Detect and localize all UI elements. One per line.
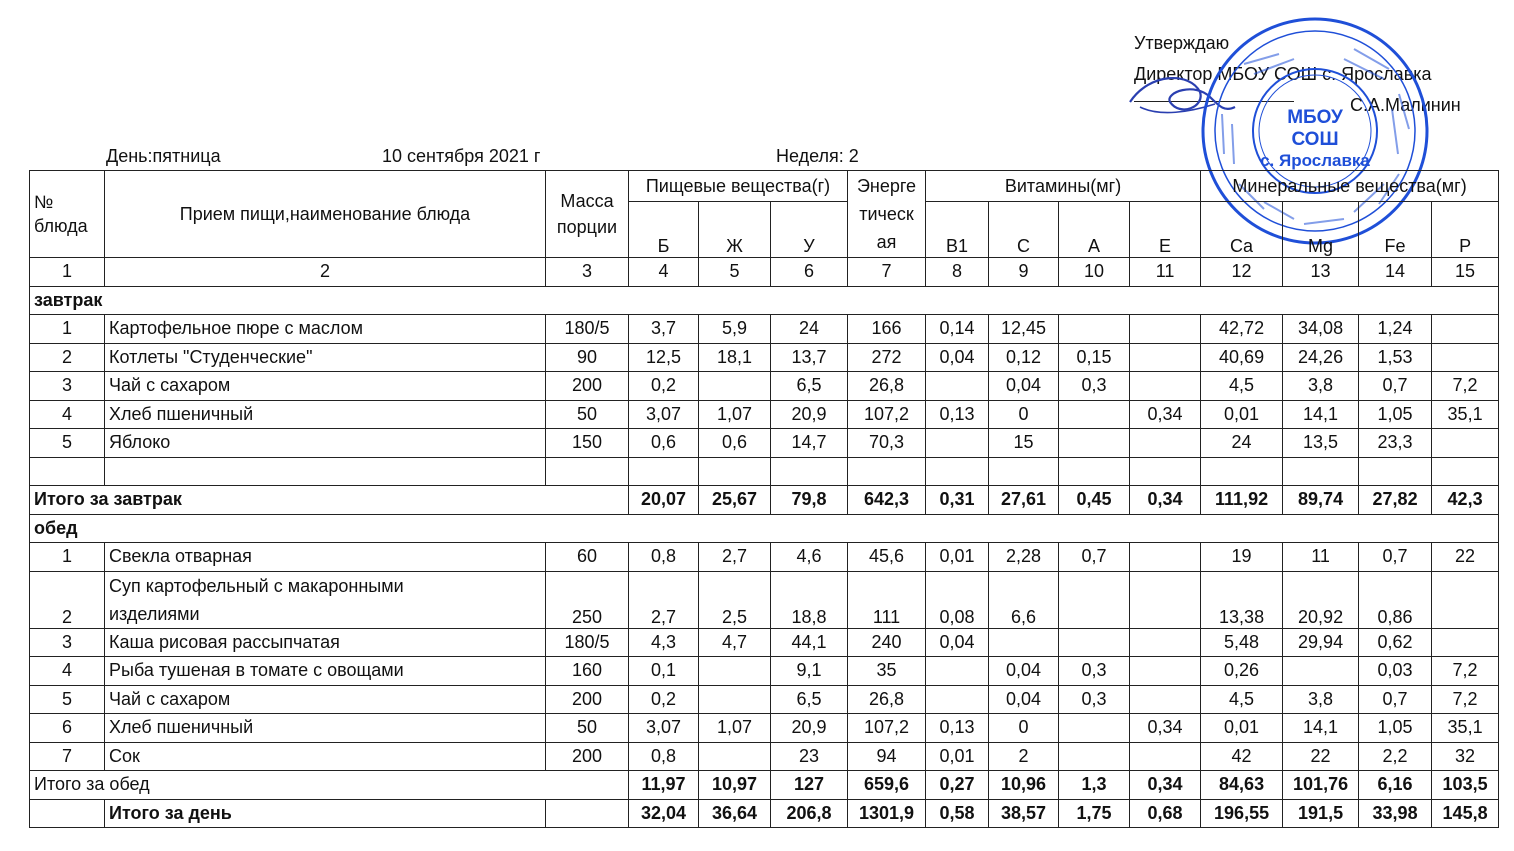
table-cell: 24,26 xyxy=(1283,343,1359,372)
table-cell: 0,34 xyxy=(1130,400,1201,429)
col-subheader: Б xyxy=(629,202,699,258)
total-value: 84,63 xyxy=(1201,771,1283,800)
col-header-energy: Энерге тическ ая xyxy=(848,171,926,258)
col-subheader: Fe xyxy=(1359,202,1432,258)
table-cell: 13,5 xyxy=(1283,429,1359,458)
table-cell: 107,2 xyxy=(848,400,926,429)
col-subheader: E xyxy=(1130,202,1201,258)
total-value: 0,45 xyxy=(1059,486,1130,515)
table-cell: 180/5 xyxy=(546,315,629,344)
total-value: 659,6 xyxy=(848,771,926,800)
section-breakfast: завтрак xyxy=(30,286,1499,315)
table-cell xyxy=(926,372,989,401)
col-number: 1 xyxy=(30,258,105,287)
total-row xyxy=(30,486,1499,515)
total-label: Итого за завтрак xyxy=(30,486,629,515)
table-cell: 6,5 xyxy=(771,685,848,714)
total-value: 1301,9 xyxy=(848,799,926,828)
total-row xyxy=(30,771,1499,800)
table-cell: 12,5 xyxy=(629,343,699,372)
table-cell: 26,8 xyxy=(848,685,926,714)
table-cell: 4,7 xyxy=(699,628,771,657)
table-cell: 0,7 xyxy=(1359,372,1432,401)
table-cell: 0,15 xyxy=(1059,343,1130,372)
table-cell: 250 xyxy=(546,571,629,628)
dish-number: 2 xyxy=(30,343,105,372)
dish-name: Яблоко xyxy=(105,429,546,458)
table-cell: 0,03 xyxy=(1359,657,1432,686)
table-cell xyxy=(1059,571,1130,628)
table-cell: 50 xyxy=(546,714,629,743)
total-value: 206,8 xyxy=(771,799,848,828)
col-subheader: Ж xyxy=(699,202,771,258)
dish-number: 5 xyxy=(30,685,105,714)
dish-number: 1 xyxy=(30,543,105,572)
dish-name: Свекла отварная xyxy=(105,543,546,572)
table-cell xyxy=(1201,457,1283,486)
col-subheader: Mg xyxy=(1283,202,1359,258)
table-cell xyxy=(1283,457,1359,486)
dish-name: Каша рисовая рассыпчатая xyxy=(105,628,546,657)
table-cell: 35,1 xyxy=(1432,714,1499,743)
col-number: 10 xyxy=(1059,258,1130,287)
stamp-text-2: СОШ xyxy=(1291,129,1339,150)
dish-name: Сок xyxy=(105,742,546,771)
total-value: 0,34 xyxy=(1130,486,1201,515)
dish-number: 5 xyxy=(30,429,105,458)
table-cell: 200 xyxy=(546,742,629,771)
total-value: 196,55 xyxy=(1201,799,1283,828)
table-cell xyxy=(1130,315,1201,344)
table-row xyxy=(30,628,1499,657)
dish-name: Суп картофельный с макаронными изделиями xyxy=(105,571,546,628)
table-row xyxy=(30,657,1499,686)
table-cell: 42 xyxy=(1201,742,1283,771)
table-cell xyxy=(546,457,629,486)
table-cell: 0,6 xyxy=(629,429,699,458)
table-cell: 2,2 xyxy=(1359,742,1432,771)
table-cell: 0,04 xyxy=(989,685,1059,714)
total-value: 642,3 xyxy=(848,486,926,515)
table-cell: 0,8 xyxy=(629,543,699,572)
total-value: 0,58 xyxy=(926,799,989,828)
col-number: 11 xyxy=(1130,258,1201,287)
section-label: обед xyxy=(30,514,1499,543)
col-subheader: Ca xyxy=(1201,202,1283,258)
table-cell: 7,2 xyxy=(1432,657,1499,686)
table-cell: 40,69 xyxy=(1201,343,1283,372)
table-cell: 0,01 xyxy=(926,543,989,572)
total-value: 33,98 xyxy=(1359,799,1432,828)
table-cell: 0 xyxy=(989,714,1059,743)
table-cell: 6,5 xyxy=(771,372,848,401)
table-cell: 2,7 xyxy=(629,571,699,628)
table-cell: 5,48 xyxy=(1201,628,1283,657)
total-value: 0,31 xyxy=(926,486,989,515)
col-number: 14 xyxy=(1359,258,1432,287)
table-cell: 3,07 xyxy=(629,400,699,429)
table-cell xyxy=(926,457,989,486)
table-cell: 0,62 xyxy=(1359,628,1432,657)
table-cell: 0,7 xyxy=(1359,543,1432,572)
table-cell: 4,5 xyxy=(1201,372,1283,401)
col-subheader: C xyxy=(989,202,1059,258)
table-cell: 0,3 xyxy=(1059,685,1130,714)
col-number: 8 xyxy=(926,258,989,287)
table-cell: 4,6 xyxy=(771,543,848,572)
header-day: День:пятница xyxy=(106,146,221,166)
col-header-nutrients: Пищевые вещества(г) xyxy=(629,171,848,202)
dish-number: 3 xyxy=(30,372,105,401)
table-cell xyxy=(1059,429,1130,458)
table-row xyxy=(30,685,1499,714)
table-cell: 94 xyxy=(848,742,926,771)
table-cell: 7,2 xyxy=(1432,685,1499,714)
table-cell: 19 xyxy=(1201,543,1283,572)
table-cell xyxy=(1059,742,1130,771)
table-cell: 0,7 xyxy=(1359,685,1432,714)
table-cell: 0,26 xyxy=(1201,657,1283,686)
table-cell: 14,7 xyxy=(771,429,848,458)
table-cell: 0,01 xyxy=(1201,400,1283,429)
table-cell: 18,8 xyxy=(771,571,848,628)
table-cell: 0,04 xyxy=(989,657,1059,686)
total-value: 127 xyxy=(771,771,848,800)
table-cell xyxy=(1432,571,1499,628)
table-cell: 272 xyxy=(848,343,926,372)
table-cell: 0,13 xyxy=(926,714,989,743)
col-header-vitamins: Витамины(мг) xyxy=(926,171,1201,202)
col-subheader: B1 xyxy=(926,202,989,258)
table-cell xyxy=(1059,714,1130,743)
approval-signer: С.А.Малинин xyxy=(1350,95,1461,115)
table-cell: 180/5 xyxy=(546,628,629,657)
table-cell: 0,08 xyxy=(926,571,989,628)
table-cell xyxy=(30,799,105,828)
table-cell xyxy=(1359,457,1432,486)
table-cell: 23,3 xyxy=(1359,429,1432,458)
table-cell: 45,6 xyxy=(848,543,926,572)
table-cell: 0,3 xyxy=(1059,657,1130,686)
table-cell xyxy=(926,657,989,686)
table-cell: 20,9 xyxy=(771,400,848,429)
table-cell: 12,45 xyxy=(989,315,1059,344)
table-cell xyxy=(1432,457,1499,486)
table-cell xyxy=(629,457,699,486)
table-cell xyxy=(699,372,771,401)
table-cell: 0,2 xyxy=(629,685,699,714)
total-value: 79,8 xyxy=(771,486,848,515)
dish-number: 7 xyxy=(30,742,105,771)
dish-name: Хлеб пшеничный xyxy=(105,400,546,429)
dish-name xyxy=(105,457,546,486)
col-number: 6 xyxy=(771,258,848,287)
table-cell xyxy=(1130,628,1201,657)
dish-name: Чай с сахаром xyxy=(105,685,546,714)
table-cell: 1,24 xyxy=(1359,315,1432,344)
total-value: 0,68 xyxy=(1130,799,1201,828)
table-cell: 0,04 xyxy=(926,343,989,372)
total-value: 32,04 xyxy=(629,799,699,828)
table-cell: 70,3 xyxy=(848,429,926,458)
table-cell xyxy=(1059,400,1130,429)
table-cell: 22 xyxy=(1432,543,1499,572)
table-cell: 2 xyxy=(989,742,1059,771)
table-cell: 0,2 xyxy=(629,372,699,401)
total-value: 0,34 xyxy=(1130,771,1201,800)
total-value: 111,92 xyxy=(1201,486,1283,515)
table-cell: 50 xyxy=(546,400,629,429)
table-cell: 150 xyxy=(546,429,629,458)
table-row xyxy=(30,457,1499,486)
table-cell: 0,3 xyxy=(1059,372,1130,401)
col-number: 15 xyxy=(1432,258,1499,287)
table-cell: 0 xyxy=(989,400,1059,429)
total-value: 6,16 xyxy=(1359,771,1432,800)
table-cell: 11 xyxy=(1283,543,1359,572)
dish-number: 4 xyxy=(30,400,105,429)
table-cell xyxy=(1059,457,1130,486)
table-row xyxy=(30,343,1499,372)
table-cell: 90 xyxy=(546,343,629,372)
table-cell xyxy=(989,628,1059,657)
col-number: 3 xyxy=(546,258,629,287)
table-row xyxy=(30,543,1499,572)
total-value: 36,64 xyxy=(699,799,771,828)
table-cell: 3,07 xyxy=(629,714,699,743)
table-cell xyxy=(546,799,629,828)
table-cell: 6,6 xyxy=(989,571,1059,628)
col-subheader: A xyxy=(1059,202,1130,258)
table-cell: 166 xyxy=(848,315,926,344)
table-cell xyxy=(699,685,771,714)
table-cell xyxy=(1432,628,1499,657)
table-cell: 23 xyxy=(771,742,848,771)
table-cell xyxy=(1130,571,1201,628)
total-label: Итого за обед xyxy=(30,771,629,800)
col-number: 9 xyxy=(989,258,1059,287)
table-cell: 1,07 xyxy=(699,714,771,743)
dish-number: 3 xyxy=(30,628,105,657)
col-header-minerals: Минеральные вещества(мг) xyxy=(1201,171,1499,202)
table-cell: 0,01 xyxy=(926,742,989,771)
col-number: 13 xyxy=(1283,258,1359,287)
table-cell: 14,1 xyxy=(1283,400,1359,429)
table-cell xyxy=(1059,628,1130,657)
table-cell: 44,1 xyxy=(771,628,848,657)
total-value: 101,76 xyxy=(1283,771,1359,800)
table-cell: 22 xyxy=(1283,742,1359,771)
table-cell: 160 xyxy=(546,657,629,686)
approval-title: Утверждаю xyxy=(1134,33,1230,53)
table-cell: 5,9 xyxy=(699,315,771,344)
total-value: 0,27 xyxy=(926,771,989,800)
table-cell xyxy=(1059,315,1130,344)
table-cell: 34,08 xyxy=(1283,315,1359,344)
table-cell: 0,34 xyxy=(1130,714,1201,743)
day-total-row xyxy=(30,799,1499,828)
table-cell xyxy=(1130,457,1201,486)
table-cell xyxy=(1130,372,1201,401)
table-cell: 0,7 xyxy=(1059,543,1130,572)
table-cell: 111 xyxy=(848,571,926,628)
total-value: 38,57 xyxy=(989,799,1059,828)
total-value: 27,82 xyxy=(1359,486,1432,515)
col-header-no: № блюда xyxy=(30,171,105,258)
table-cell: 7,2 xyxy=(1432,372,1499,401)
table-cell: 14,1 xyxy=(1283,714,1359,743)
col-header-mass: Масса порции xyxy=(546,171,629,258)
table-cell: 42,72 xyxy=(1201,315,1283,344)
col-number: 2 xyxy=(105,258,546,287)
table-cell: 24 xyxy=(1201,429,1283,458)
table-cell: 2,7 xyxy=(699,543,771,572)
table-cell: 0,04 xyxy=(926,628,989,657)
table-cell: 1,05 xyxy=(1359,400,1432,429)
dish-number: 4 xyxy=(30,657,105,686)
col-subheader: У xyxy=(771,202,848,258)
table-cell xyxy=(1130,657,1201,686)
table-cell xyxy=(699,657,771,686)
table-cell: 3,8 xyxy=(1283,685,1359,714)
table-row xyxy=(30,571,1499,628)
total-label: Итого за день xyxy=(105,799,546,828)
table-cell xyxy=(1130,742,1201,771)
table-cell xyxy=(1130,685,1201,714)
table-cell xyxy=(1130,429,1201,458)
total-value: 10,97 xyxy=(699,771,771,800)
table-cell: 24 xyxy=(771,315,848,344)
table-cell: 0,01 xyxy=(1201,714,1283,743)
stamp-text-1: МБОУ xyxy=(1287,107,1343,128)
table-cell: 240 xyxy=(848,628,926,657)
total-value: 10,96 xyxy=(989,771,1059,800)
table-cell: 0,12 xyxy=(989,343,1059,372)
table-cell: 0,8 xyxy=(629,742,699,771)
table-cell xyxy=(1432,315,1499,344)
stamp-text-3: с. Ярославка xyxy=(1260,151,1370,170)
approval-position: Директор МБОУ СОШ с. Ярославка xyxy=(1134,64,1432,84)
table-row xyxy=(30,400,1499,429)
dish-number xyxy=(30,457,105,486)
col-number: 4 xyxy=(629,258,699,287)
table-cell xyxy=(1130,343,1201,372)
table-cell: 9,1 xyxy=(771,657,848,686)
total-value: 42,3 xyxy=(1432,486,1499,515)
dish-name: Рыба тушеная в томате с овощами xyxy=(105,657,546,686)
total-value: 1,75 xyxy=(1059,799,1130,828)
total-value: 145,8 xyxy=(1432,799,1499,828)
table-cell xyxy=(926,685,989,714)
table-row xyxy=(30,315,1499,344)
table-row xyxy=(30,714,1499,743)
table-cell: 3,8 xyxy=(1283,372,1359,401)
col-number: 5 xyxy=(699,258,771,287)
table-cell xyxy=(1130,543,1201,572)
table-cell: 15 xyxy=(989,429,1059,458)
dish-number: 1 xyxy=(30,315,105,344)
header-date: 10 сентября 2021 г xyxy=(382,146,541,166)
table-cell: 0,14 xyxy=(926,315,989,344)
table-cell: 20,92 xyxy=(1283,571,1359,628)
table-cell: 26,8 xyxy=(848,372,926,401)
menu-table xyxy=(29,170,1499,828)
total-value: 25,67 xyxy=(699,486,771,515)
table-cell: 32 xyxy=(1432,742,1499,771)
table-cell xyxy=(699,457,771,486)
total-value: 20,07 xyxy=(629,486,699,515)
table-cell: 1,07 xyxy=(699,400,771,429)
table-cell: 2,28 xyxy=(989,543,1059,572)
table-cell: 35,1 xyxy=(1432,400,1499,429)
col-number: 12 xyxy=(1201,258,1283,287)
table-row xyxy=(30,372,1499,401)
table-cell: 18,1 xyxy=(699,343,771,372)
table-row xyxy=(30,742,1499,771)
total-value: 11,97 xyxy=(629,771,699,800)
table-cell: 1,05 xyxy=(1359,714,1432,743)
total-value: 89,74 xyxy=(1283,486,1359,515)
table-cell: 0,04 xyxy=(989,372,1059,401)
table-cell xyxy=(1432,429,1499,458)
table-cell: 4,5 xyxy=(1201,685,1283,714)
table-cell: 107,2 xyxy=(848,714,926,743)
table-cell: 0,6 xyxy=(699,429,771,458)
total-value: 103,5 xyxy=(1432,771,1499,800)
dish-name: Котлеты "Студенческие" xyxy=(105,343,546,372)
table-cell: 1,53 xyxy=(1359,343,1432,372)
table-cell: 13,38 xyxy=(1201,571,1283,628)
table-cell: 200 xyxy=(546,685,629,714)
table-cell: 35 xyxy=(848,657,926,686)
table-cell xyxy=(1283,657,1359,686)
table-cell: 4,3 xyxy=(629,628,699,657)
col-header-name: Прием пищи,наименование блюда xyxy=(105,171,546,258)
table-cell: 13,7 xyxy=(771,343,848,372)
table-cell xyxy=(989,457,1059,486)
col-number: 7 xyxy=(848,258,926,287)
total-value: 27,61 xyxy=(989,486,1059,515)
table-cell xyxy=(699,742,771,771)
header-week: Неделя: 2 xyxy=(776,146,859,166)
col-subheader: P xyxy=(1432,202,1499,258)
table-cell: 0,13 xyxy=(926,400,989,429)
dish-number: 2 xyxy=(30,571,105,628)
total-value: 191,5 xyxy=(1283,799,1359,828)
dish-number: 6 xyxy=(30,714,105,743)
dish-name: Картофельное пюре с маслом xyxy=(105,315,546,344)
table-cell xyxy=(771,457,848,486)
table-cell: 3,7 xyxy=(629,315,699,344)
dish-name: Чай с сахаром xyxy=(105,372,546,401)
table-cell xyxy=(926,429,989,458)
table-cell: 20,9 xyxy=(771,714,848,743)
table-cell xyxy=(848,457,926,486)
dish-name: Хлеб пшеничный xyxy=(105,714,546,743)
table-cell: 29,94 xyxy=(1283,628,1359,657)
total-value: 1,3 xyxy=(1059,771,1130,800)
table-cell xyxy=(1432,343,1499,372)
table-cell: 0,1 xyxy=(629,657,699,686)
table-row xyxy=(30,429,1499,458)
table-cell: 200 xyxy=(546,372,629,401)
table-cell: 2,5 xyxy=(699,571,771,628)
table-cell: 0,86 xyxy=(1359,571,1432,628)
table-cell: 60 xyxy=(546,543,629,572)
